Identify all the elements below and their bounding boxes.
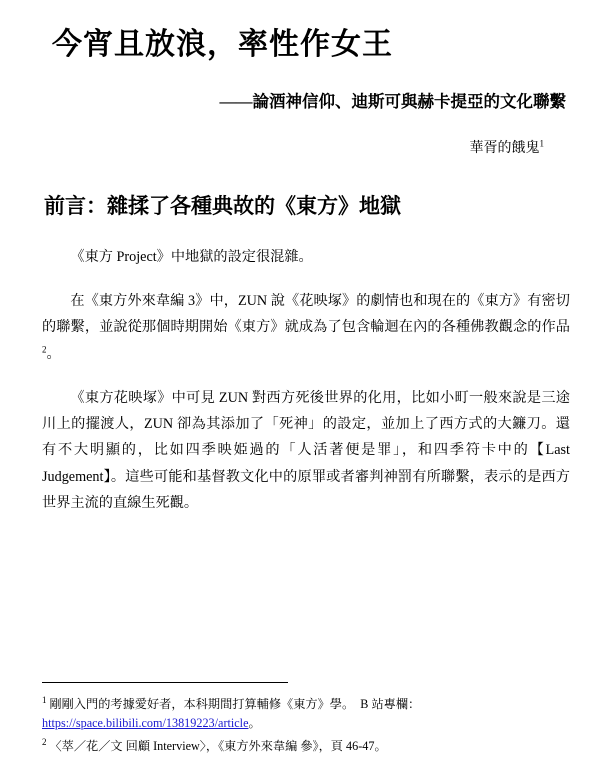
- paragraph-2: [42, 270, 570, 367]
- footnote-number-1: 1: [42, 694, 47, 705]
- footnote-item-1: [42, 693, 570, 735]
- footnote-separator: [42, 682, 288, 683]
- footnote-ref-2: 2: [42, 343, 47, 354]
- page-title: 今宵且放浪，率性作女王: [52, 28, 393, 61]
- paragraph-3: 《東方花映塚》中可見 ZUN 對西方死後世界的化用，比如小町一般來說是三途川上的擺渡人，ZUN 卻為其添加了「死神」的設定，並加上了西方式的大鐮刀。還有不大明顯的，比如四季映姫過的「人活著便是罪」，和四季符卡中的【Last Judgement】。這些可能和基督教文化中的原罪或者審判神罰有所聯繫，表示的是西方世界主流的直線生死觀。: [42, 389, 570, 512]
- author-name: 華胥的餓鬼: [469, 140, 540, 156]
- footnote-ref-1: 1: [539, 137, 544, 148]
- footnote-number-2: 2: [42, 737, 47, 748]
- footnote-area: [42, 682, 570, 757]
- paragraph-1: 《東方 Project》中地獄的設定很混雜。: [70, 248, 313, 265]
- footnote-text-1: 剛剛入門的考據愛好者，本科期間打算輔修《東方》學。 B 站專欄：: [49, 696, 421, 711]
- author-byline: [42, 113, 570, 157]
- paragraph-2-tail: 。: [46, 345, 61, 362]
- paragraph-2-text: 在《東方外來韋編 3》中，ZUN 說《花映塚》的劇情也和現在的《東方》有密切的聯繫，並說從那個時期開始《東方》就成為了包含輪迴在內的各種佛教觀念的作品: [42, 293, 570, 336]
- footnote-text-2: 〈萃／花／文 回顧 Interview〉，《東方外來韋編 參》，頁 46-47。: [49, 739, 387, 754]
- footnote-item-2: [42, 735, 570, 757]
- section-heading: 前言：雜揉了各種典故的《東方》地獄: [44, 193, 401, 218]
- footnote-link-1[interactable]: https://space.bilibili.com/13819223/article: [42, 716, 249, 731]
- document-subtitle: ——論酒神信仰、迪斯可與赫卡提亞的文化聯繫: [219, 91, 566, 111]
- footnote-text-1-after: 。: [248, 716, 261, 731]
